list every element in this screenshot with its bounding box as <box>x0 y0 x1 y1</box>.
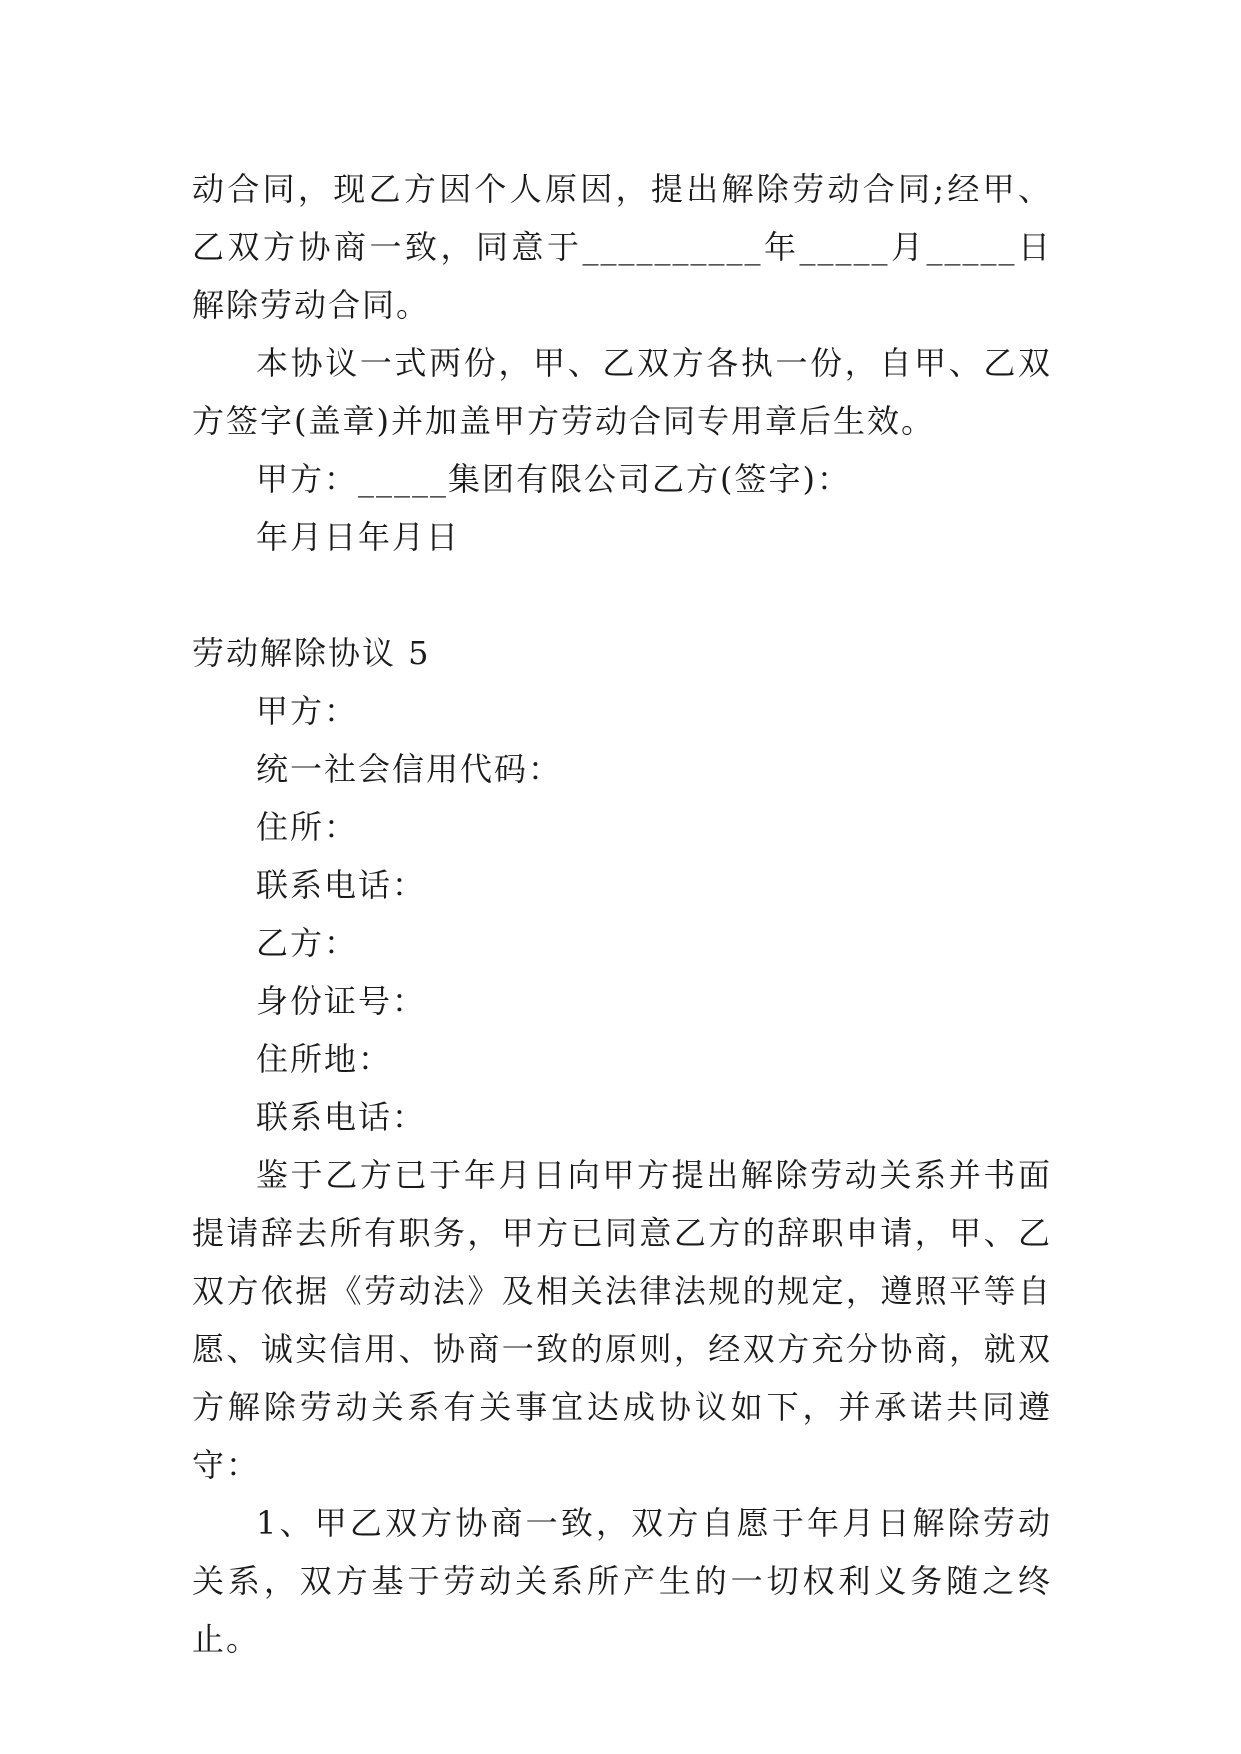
field-party-b: 乙方： <box>256 924 359 962</box>
paragraph-signature-parties: 甲方：_____集团有限公司乙方(签字)： <box>256 460 851 498</box>
paragraph-signature-dates: 年月日年月日 <box>256 518 461 556</box>
paragraph-clause-1: 1、甲乙双方协商一致，双方自愿于年月日解除劳动关系，双方基于劳动关系所产生的一切权利义务随之终止。 <box>192 1504 1052 1658</box>
paragraph-copies-effective: 本协议一式两份，甲、乙双方各执一份，自甲、乙双方签字(盖章)并加盖甲方劳动合同专用章后生效。 <box>192 344 1052 440</box>
field-phone-party-a: 联系电话： <box>256 866 427 904</box>
field-address: 住所： <box>256 808 359 846</box>
field-id-number: 身份证号： <box>256 982 427 1020</box>
field-credit-code: 统一社会信用代码： <box>256 750 563 788</box>
field-party-a: 甲方： <box>256 692 359 730</box>
field-phone-party-b: 联系电话： <box>256 1098 427 1136</box>
paragraph-preamble: 鉴于乙方已于年月日向甲方提出解除劳动关系并书面提请辞去所有职务，甲方已同意乙方的辞职申请，甲、乙双方依据《劳动法》及相关法律法规的规定，遵照平等自愿、诚实信用、协商一致的原则，经双方充分协商，就双方解除劳动关系有关事宜达成协议如下，并承诺共同遵守： <box>192 1156 1052 1484</box>
paragraph-termination-date: 动合同，现乙方因个人原因，提出解除劳动合同;经甲、乙双方协商一致，同意于__________年_____月_____日解除劳动合同。 <box>192 170 1052 324</box>
field-residence: 住所地： <box>256 1040 393 1078</box>
section-heading: 劳动解除协议 5 <box>192 634 431 672</box>
document-body <box>192 160 1052 1668</box>
